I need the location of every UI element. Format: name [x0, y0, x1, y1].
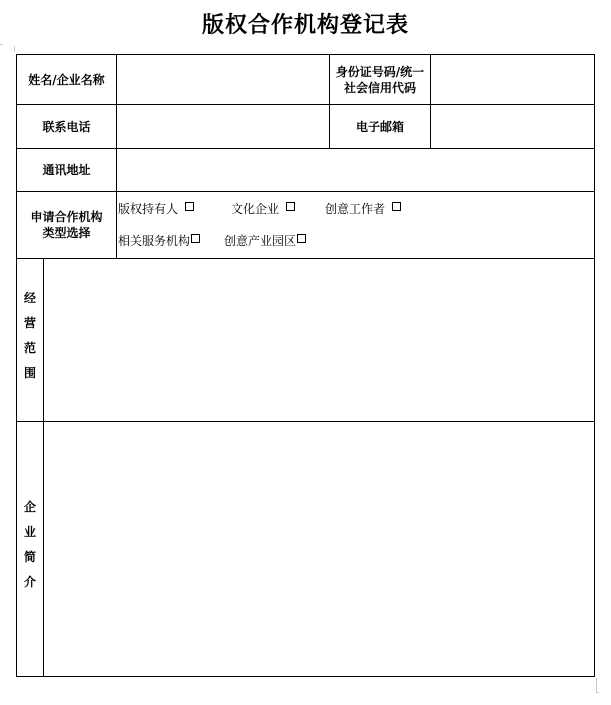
type-label-line2: 类型选择 — [42, 226, 91, 240]
id-label-line1: 身份证号码/统一 — [335, 64, 425, 79]
table-border-bottom — [16, 676, 595, 677]
company-profile-field[interactable] — [44, 422, 594, 676]
option-creative-worker[interactable] — [325, 201, 401, 217]
name-label: 姓名/企业名称 — [28, 72, 105, 87]
id-label-line2: 社会信用代码 — [343, 80, 416, 95]
checkbox-copyright-holder[interactable] — [185, 202, 194, 211]
name-field[interactable] — [117, 55, 329, 104]
name-label-cell — [17, 55, 116, 104]
phone-field[interactable] — [117, 105, 329, 148]
option-label: 创意工作者 — [325, 202, 386, 216]
option-creative-park[interactable] — [224, 233, 306, 249]
type-label-cell — [17, 192, 116, 258]
address-field[interactable] — [117, 149, 594, 191]
email-label-cell — [330, 105, 430, 148]
crop-mark — [596, 678, 599, 693]
option-label: 文化企业 — [231, 202, 280, 216]
business-scope-field[interactable] — [44, 259, 594, 421]
crop-mark — [14, 46, 19, 52]
address-label: 通讯地址 — [42, 163, 91, 177]
company-profile-label: 企 业 简 介 — [23, 500, 36, 589]
crop-mark — [0, 44, 3, 46]
business-scope-label: 经 营 范 围 — [23, 291, 36, 380]
option-label: 相关服务机构 — [118, 234, 191, 248]
checkbox-service-agency[interactable] — [191, 234, 200, 243]
phone-label: 联系电话 — [42, 119, 91, 134]
table-border-right — [594, 54, 595, 677]
phone-label-cell — [17, 105, 116, 148]
page-title: 版权合作机构登记表 — [201, 13, 409, 38]
address-label-cell — [17, 149, 116, 191]
checkbox-creative-park[interactable] — [297, 234, 306, 243]
company-profile-label-cell — [17, 422, 43, 676]
checkbox-creative-worker[interactable] — [392, 202, 401, 211]
email-field[interactable] — [431, 105, 594, 148]
option-label: 创意产业园区 — [224, 234, 297, 248]
id-label-cell — [330, 55, 430, 104]
id-field[interactable] — [431, 55, 594, 104]
checkbox-cultural-enterprise[interactable] — [286, 202, 295, 211]
type-label-line1: 申请合作机构 — [30, 210, 103, 224]
option-cultural-enterprise[interactable] — [231, 201, 295, 217]
option-service-agency[interactable] — [118, 233, 200, 249]
business-scope-label-cell — [17, 259, 43, 421]
email-label: 电子邮箱 — [355, 119, 404, 134]
option-copyright-holder[interactable] — [118, 201, 194, 217]
option-label: 版权持有人 — [118, 202, 179, 216]
